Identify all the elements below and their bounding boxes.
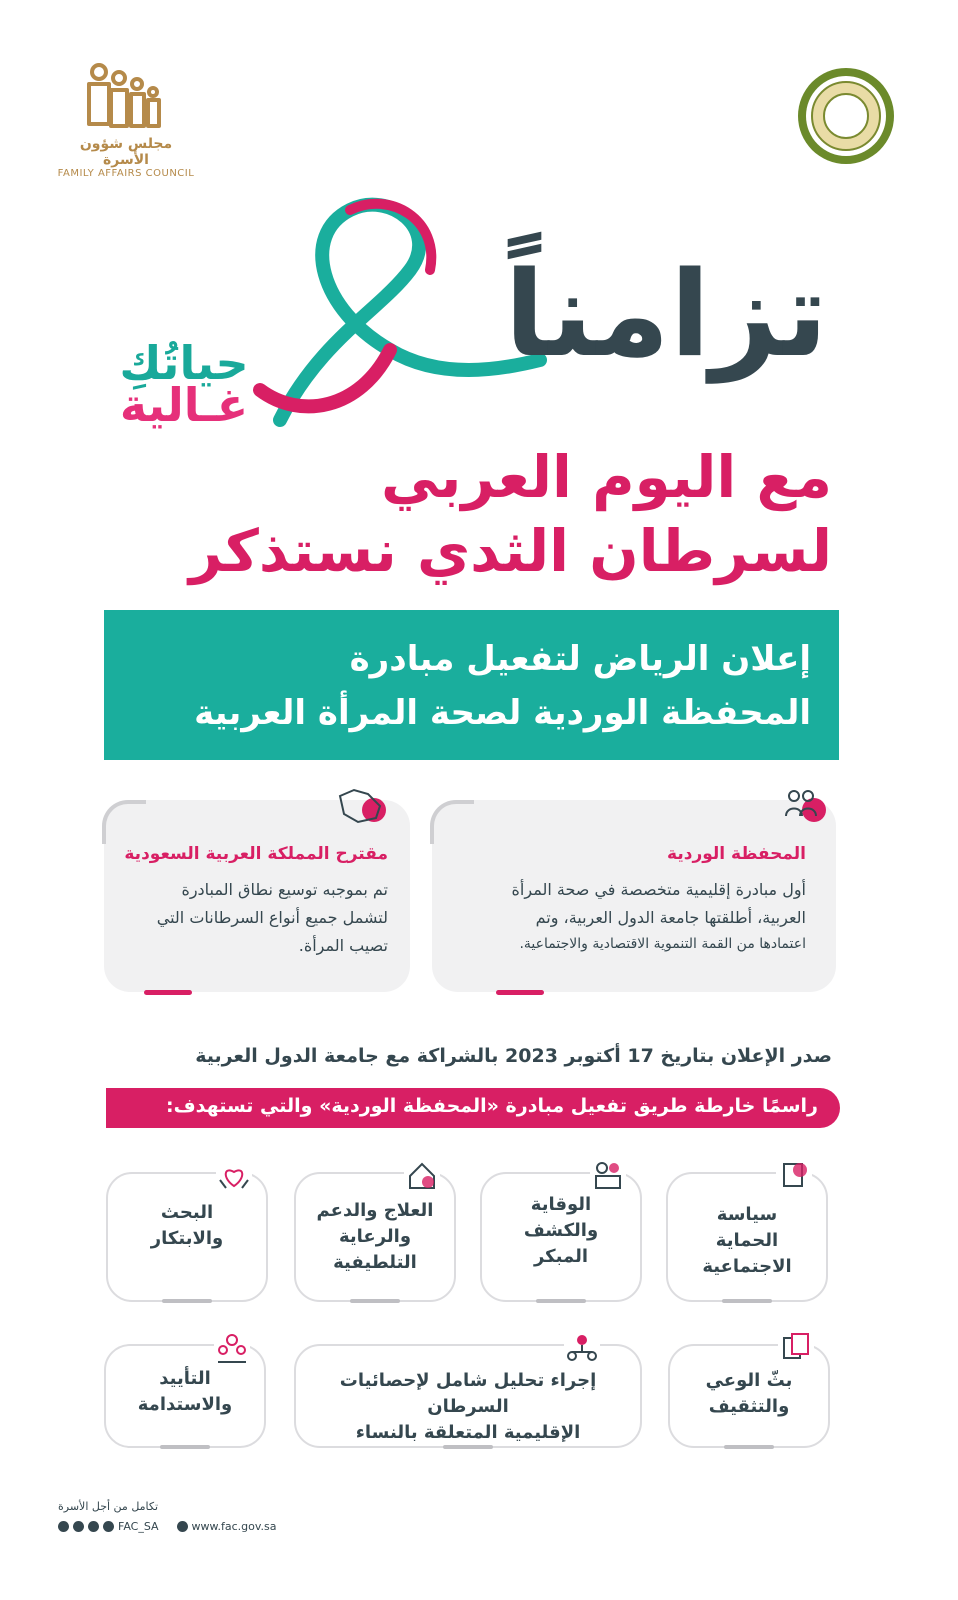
goal-accent-bar <box>350 1299 400 1303</box>
medical-care-icon <box>404 1158 440 1194</box>
goal-label-line: التلطيفية <box>333 1252 417 1274</box>
card-title: مقترح المملكة العربية السعودية <box>124 844 388 864</box>
campaign-slogan <box>104 336 264 432</box>
card-title: المحفظة الوردية <box>667 844 806 864</box>
arab-league-emblem <box>796 66 896 166</box>
card-accent-dash <box>144 990 192 995</box>
goal-label-line: الاجتماعية <box>702 1256 792 1278</box>
slogan-line-1: حياتُكِ <box>119 336 249 390</box>
goal-label-line: سياسة <box>716 1204 778 1225</box>
goal-label-line: البحث <box>160 1202 214 1223</box>
globe-icon <box>177 1521 188 1532</box>
goal-accent-bar <box>724 1445 774 1449</box>
goal-research <box>106 1172 268 1302</box>
card-accent-dash <box>496 990 544 995</box>
card-corner-arc <box>430 800 474 844</box>
slogan-line-2: غـالية <box>119 378 249 432</box>
card-line: لتشمل جميع أنواع السرطانات التي <box>156 908 388 927</box>
goal-advocacy <box>104 1344 266 1448</box>
goal-label-line: المبكر <box>533 1246 588 1268</box>
banner-line-2: المحفظة الوردية لصحة المرأة العربية <box>194 693 811 733</box>
goal-label-line: الحماية <box>715 1230 779 1252</box>
goal-accent-bar <box>443 1445 493 1449</box>
goal-treatment <box>294 1172 456 1302</box>
goal-label-line: الإقليمية المتعلقة بالنساء <box>355 1422 581 1444</box>
hero-word: تزامناً <box>504 245 828 383</box>
facebook-icon[interactable] <box>88 1521 99 1532</box>
goal-label-line: والابتكار <box>150 1228 224 1250</box>
goal-awareness <box>668 1344 830 1448</box>
goal-accent-bar <box>162 1299 212 1303</box>
card-line: العربية، أطلقتها جامعة الدول العربية، وتم <box>535 908 806 927</box>
goal-accent-bar <box>722 1299 772 1303</box>
policy-document-icon <box>776 1158 812 1194</box>
goal-accent-bar <box>160 1445 210 1449</box>
title-line-1: مع اليوم العربي <box>380 443 832 511</box>
instagram-icon[interactable] <box>73 1521 84 1532</box>
council-name-english: FAMILY AFFAIRS COUNCIL <box>57 168 195 179</box>
card-body <box>446 876 806 957</box>
card-line: اعتمادها من القمة التنموية الاقتصادية والاجتماعية. <box>519 936 806 952</box>
card-line: تصيب المرأة. <box>298 936 388 955</box>
goal-label-line: بثّ الوعي <box>705 1370 793 1391</box>
goal-prevention <box>480 1172 642 1302</box>
goal-label-line: التأييد <box>159 1368 211 1389</box>
roadmap-text: راسمًا خارطة طريق تفعيل مبادرة «المحفظة الوردية» والتي تستهدف: <box>166 1095 818 1117</box>
family-figures-icon <box>81 62 171 134</box>
goal-label-line: إجراء تحليل شامل لإحصائيات السرطان <box>339 1370 597 1418</box>
women-support-icon <box>214 1330 250 1366</box>
footer-links <box>58 1520 277 1533</box>
card-line: تم بموجبه توسيع نطاق المبادرة <box>181 880 388 899</box>
x-social-icon[interactable] <box>58 1521 69 1532</box>
announcement-date-line: صدر الإعلان بتاريخ 17 أكتوبر 2023 بالشراكة مع جامعة الدول العربية <box>195 1045 832 1067</box>
goal-label-line: الوقاية <box>530 1194 592 1215</box>
website-link[interactable]: www.fac.gov.sa <box>191 1520 277 1533</box>
goal-label-line: والاستدامة <box>137 1394 233 1416</box>
card-line: أول مبادرة إقليمية متخصصة في صحة المرأة <box>511 880 806 899</box>
saudi-map-icon <box>334 786 394 826</box>
doctor-patient-icon <box>590 1158 626 1194</box>
goal-social-protection <box>666 1172 828 1302</box>
title-line-2: لسرطان الثدي نستذكر <box>189 517 832 585</box>
footer-tagline: تكامل من أجل الأسرة <box>58 1500 159 1513</box>
goal-label-line: والكشف <box>523 1220 599 1242</box>
social-handle[interactable]: FAC_SA <box>118 1520 159 1533</box>
network-analysis-icon <box>564 1330 600 1366</box>
riyadh-declaration-banner <box>104 610 839 760</box>
roadmap-banner <box>106 1088 840 1128</box>
goal-label-line: والتثقيف <box>708 1396 790 1418</box>
documents-icon <box>778 1330 814 1366</box>
council-name-arabic: مجلس شؤون الأسرة <box>79 136 173 168</box>
pink-portfolio-card <box>432 800 836 992</box>
goal-statistics-analysis <box>294 1344 642 1448</box>
goal-label-line: والرعاية <box>338 1226 412 1248</box>
heart-hands-icon <box>216 1158 252 1194</box>
saudi-proposal-card <box>104 800 410 992</box>
card-corner-arc <box>102 800 146 844</box>
goal-label-line: العلاج والدعم <box>316 1200 434 1221</box>
goal-accent-bar <box>536 1299 586 1303</box>
family-affairs-council-logo <box>56 62 196 182</box>
card-body <box>118 876 388 960</box>
banner-line-1: إعلان الرياض لتفعيل مبادرة <box>349 639 811 679</box>
women-group-icon <box>782 786 828 826</box>
youtube-icon[interactable] <box>103 1521 114 1532</box>
